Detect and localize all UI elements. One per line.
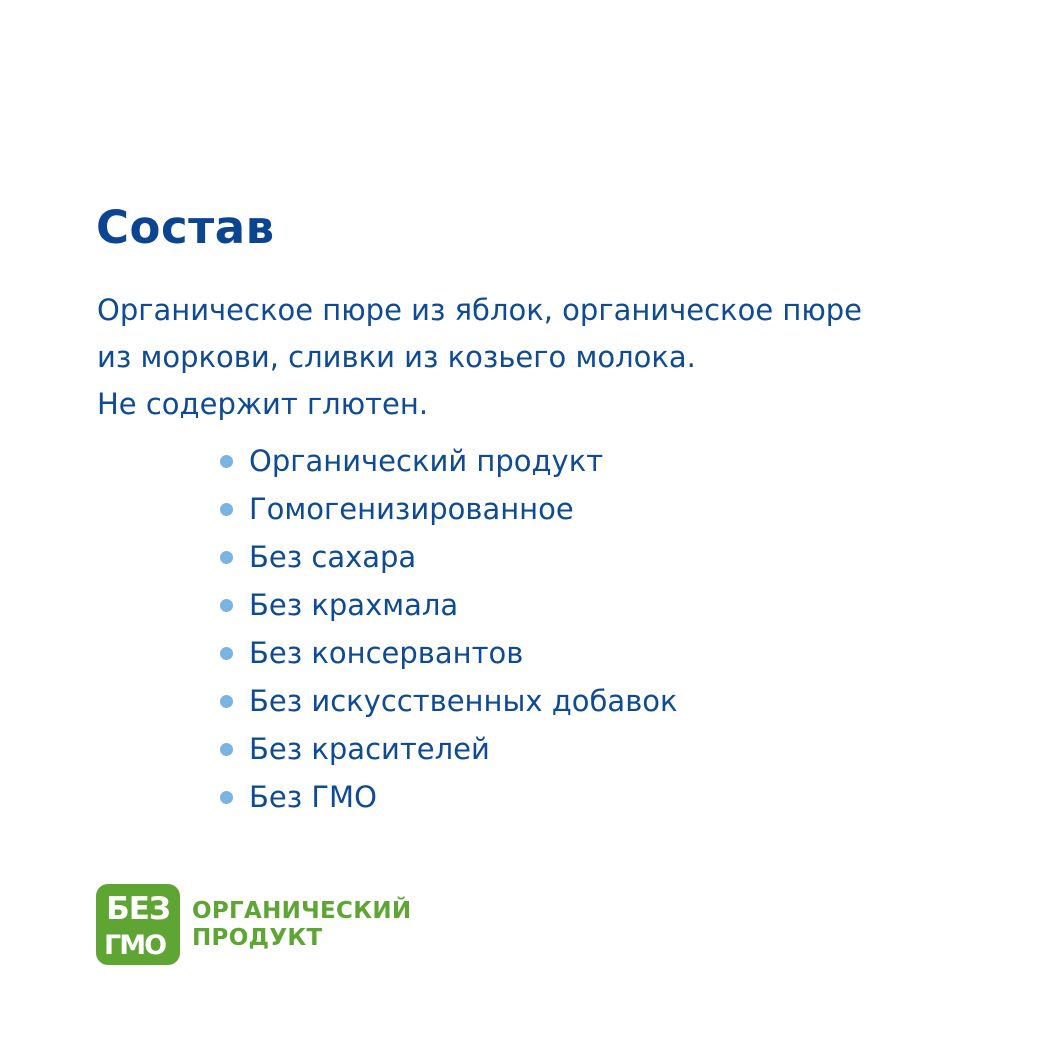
- ingredients-text: [97, 287, 997, 428]
- feature-item: [220, 725, 678, 773]
- feature-item: [220, 533, 678, 581]
- badge-line-top: БЕЗ: [106, 891, 170, 927]
- bullet-icon: [220, 551, 233, 564]
- page-title: Состав: [96, 201, 275, 254]
- bullet-icon: [220, 503, 233, 516]
- organic-badge: [96, 884, 411, 965]
- feature-item: [220, 581, 678, 629]
- feature-label: Без консервантов: [249, 636, 524, 670]
- feature-label: Органический продукт: [249, 444, 604, 478]
- organic-product-label: [192, 898, 411, 952]
- feature-item: [220, 437, 678, 485]
- feature-item: [220, 629, 678, 677]
- bullet-icon: [220, 599, 233, 612]
- ingredients-line: из моркови, сливки из козьего молока.: [97, 340, 696, 374]
- organic-label-line: ОРГАНИЧЕСКИЙ: [192, 897, 412, 924]
- feature-label: Гомогенизированное: [249, 492, 574, 526]
- bullet-icon: [220, 791, 233, 804]
- bullet-icon: [220, 647, 233, 660]
- feature-label: Без ГМО: [249, 780, 377, 814]
- features-list: [220, 437, 678, 821]
- ingredients-line: Не содержит глютен.: [97, 387, 429, 421]
- badge-line-bottom: ГМО: [104, 930, 166, 961]
- bullet-icon: [220, 695, 233, 708]
- bullet-icon: [220, 743, 233, 756]
- no-gmo-logo-graphic: [96, 884, 180, 965]
- feature-label: Без сахара: [249, 540, 417, 574]
- feature-label: Без красителей: [249, 732, 490, 766]
- feature-item: [220, 485, 678, 533]
- feature-label: Без искусственных добавок: [249, 684, 678, 718]
- organic-label-line: ПРОДУКТ: [192, 924, 323, 951]
- ingredients-line: Органическое пюре из яблок, органическое пюре: [97, 293, 863, 327]
- bullet-icon: [220, 455, 233, 468]
- feature-label: Без крахмала: [249, 588, 459, 622]
- no-gmo-logo: [96, 884, 180, 965]
- feature-item: [220, 773, 678, 821]
- feature-item: [220, 677, 678, 725]
